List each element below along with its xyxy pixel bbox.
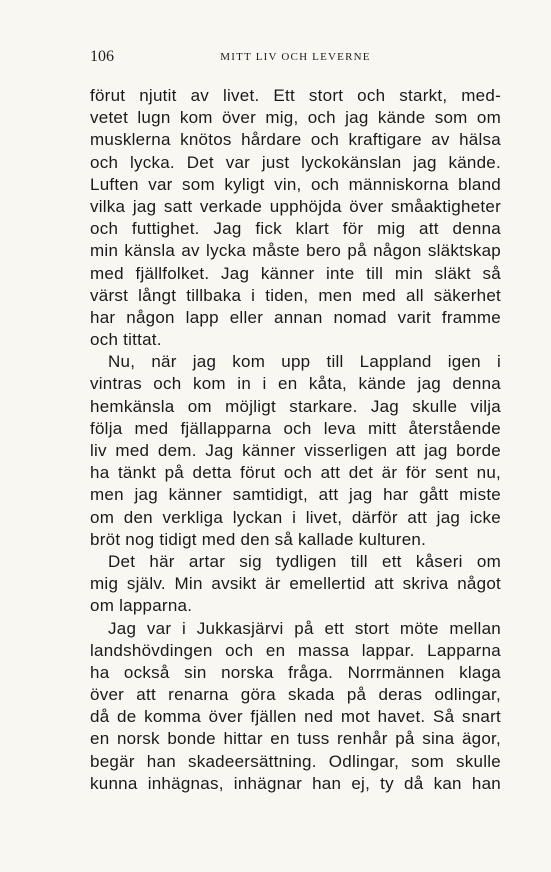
body-text bbox=[90, 85, 501, 795]
text-line: Luften var som kyligt vin, och människorna bland bbox=[90, 174, 501, 194]
text-line: musklerna knötos hårdare och kraftigare av hälsa bbox=[90, 130, 501, 150]
text-line: Det här artar sig tydligen till ett kåseri om bbox=[108, 551, 501, 571]
running-title: MITT LIV OCH LEVERNE bbox=[220, 51, 371, 63]
text-line: och tittat. bbox=[90, 330, 162, 350]
text-line: om den verkliga lyckan i livet, därför att jag icke bbox=[90, 507, 501, 527]
text-line: med fjällfolket. Jag känner inte till min släkt så bbox=[90, 263, 501, 283]
text-line: mig själv. Min avsikt är emellertid att skriva något bbox=[90, 574, 501, 594]
text-line: hemkänsla om möjligt starkare. Jag skulle vilja bbox=[90, 396, 501, 416]
text-line: ha också sin norska fråga. Norrmännen klaga bbox=[90, 662, 501, 682]
text-line: ha tänkt på detta förut och att det är för sent nu, bbox=[90, 463, 501, 483]
text-line: följa med fjällapparna och leva mitt återstående bbox=[90, 418, 501, 438]
text-line: förut njutit av livet. Ett stort och starkt, med- bbox=[90, 86, 501, 105]
text-line: Jag var i Jukkasjärvi på ett stort möte mellan bbox=[108, 618, 501, 638]
text-line: och lycka. Det var just lyckokänslan jag kände. bbox=[90, 152, 501, 172]
text-line: kunna inhägnas, inhägnar han ej, ty då kan han bbox=[90, 773, 501, 793]
text-line: landshövdingen och en massa lappar. Lapparna bbox=[90, 640, 501, 660]
text-line: om lapparna. bbox=[90, 596, 193, 616]
text-line: har någon lapp eller annan nomad varit framme bbox=[90, 307, 501, 327]
text-line: värst långt tillbaka i tiden, men med all säkerhet bbox=[90, 285, 501, 305]
text-line: och futtighet. Jag fick klart för mig att denna bbox=[90, 219, 501, 239]
text-line: begär han skadeersättning. Odlingar, som skulle bbox=[90, 751, 501, 771]
text-line: vintras och kom in i en kåta, kände jag denna bbox=[90, 374, 501, 394]
text-line: en norsk bonde hittar en tuss renhår på sina ägor, bbox=[90, 729, 501, 749]
text-line: liv med dem. Jag känner visserligen att jag borde bbox=[90, 441, 501, 460]
text-line: vetet lugn kom över mig, och jag kände som om bbox=[90, 108, 501, 128]
text-line: bröt nog tidigt med den så kallade kulturen. bbox=[90, 529, 427, 549]
page-header bbox=[90, 47, 501, 67]
text-line: min känsla av lycka måste bero på någon släktskap bbox=[90, 241, 501, 261]
text-line: över att renarna göra skada på deras odlingar, bbox=[90, 685, 501, 705]
text-line: vilka jag satt verkade upphöjda över småaktigheter bbox=[90, 196, 501, 216]
page-number: 106 bbox=[90, 48, 114, 65]
text-line: Nu, när jag kom upp till Lappland igen i bbox=[108, 352, 501, 372]
text-line: då de komma över fjällen ned mot havet. Så snart bbox=[90, 707, 501, 727]
text-line: men jag känner samtidigt, att jag har gått miste bbox=[90, 485, 501, 505]
